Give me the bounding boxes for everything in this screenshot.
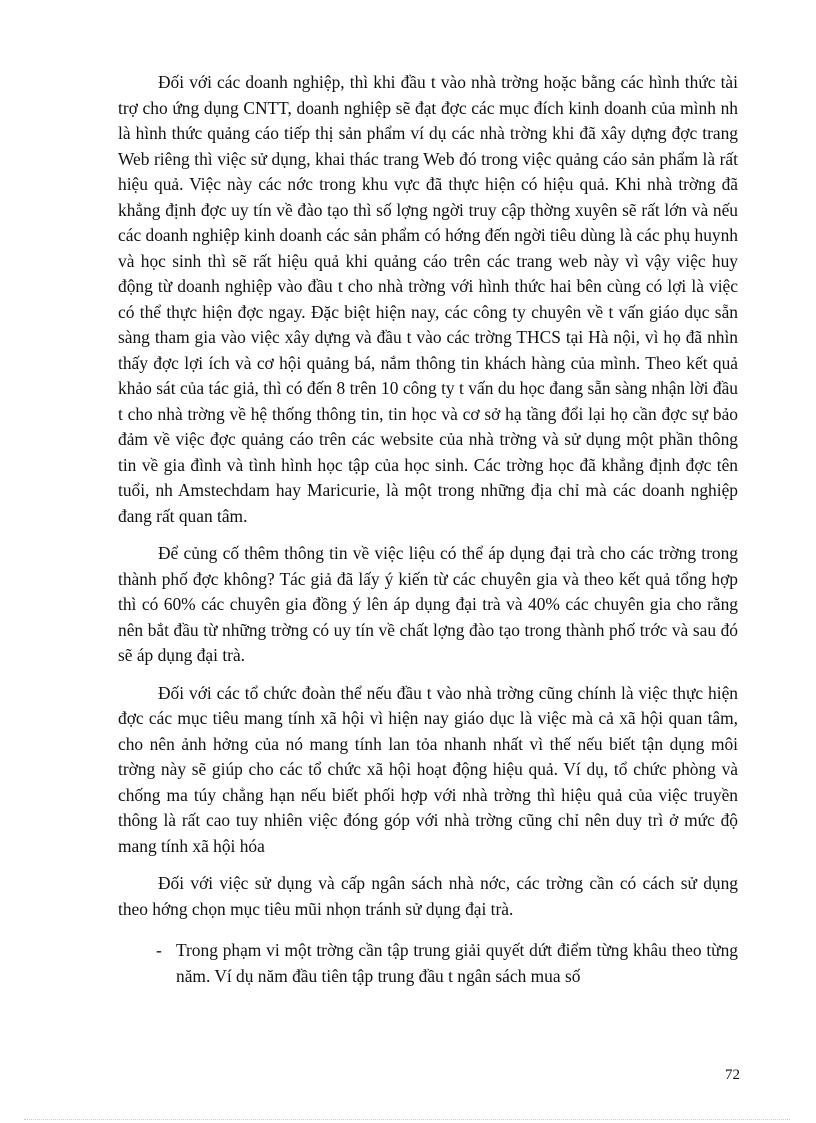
paragraph-business-investment: Đối với các doanh nghiệp, thì khi đầu t vào nhà trờng hoặc bằng các hình thức tài trợ cho ứng dụng CNTT, doanh nghiệp sẽ đạt đợc các mục đích kinh doanh của mình nh là hình thức quảng cáo tiếp thị sản phẩm ví dụ các nhà trờng khi đã xây dựng đợc trang Web riêng thì việc sử dụng, khai thác trang Web đó trong việc quảng cáo sản phẩm là rất hiệu quả. Việc này các nớc trong khu vực đã thực hiện có hiệu quả. Khi nhà trờng đã khẳng định đợc uy tín về đào tạo thì số lợng ngời truy cập thờng xuyên sẽ rất lớn và nếu các doanh nghiệp kinh doanh các sản phẩm có hớng đến ngời tiêu dùng là các phụ huynh và học sinh thì sẽ rất hiệu quả khi quảng cáo trên các trang web này vì vậy việc huy động từ doanh nghiệp vào đầu t cho nhà trờng với hình thức hai bên cùng có lợi là việc có thể thực hiện đợc ngay. Đặc biệt hiện nay, các công ty chuyên về t vấn giáo dục sẵn sàng tham gia vào việc xây dựng và đầu t vào các trờng THCS tại Hà nội, vì họ đã nhìn thấy đợc lợi ích và cơ hội quảng bá, nắm thông tin khách hàng của mình. Theo kết quả khảo sát của tác giả, thì có đến 8 trên 10 công ty t vấn du học đang sẵn sàng nhận lời đầu t cho nhà trờng về hệ thống thông tin, tin học và cơ sở hạ tầng đổi lại họ cần đợc sự bảo đảm về việc đợc quảng cáo trên các website của nhà trờng và sử dụng một phần thông tin về gia đình và tình hình học tập của học sinh. Các trờng học đã khẳng định đợc tên tuổi, nh Amstechdam hay Maricurie, là một trong những địa chỉ mà các doanh nghiệp đang rất quan tâm.: [118, 72, 738, 526]
page-number: 72: [725, 1067, 740, 1083]
paragraph-state-budget: Đối với việc sử dụng và cấp ngân sách nhà nớc, các trờng cần có cách sử dụng theo hớng chọn mục tiêu mũi nhọn tránh sử dụng đại trà.: [118, 873, 738, 919]
footer-divider: [24, 1119, 790, 1120]
paragraph-expert-survey: Để củng cố thêm thông tin về việc liệu có thể áp dụng đại trà cho các trờng trong thành phố đợc không? Tác giả đã lấy ý kiến từ các chuyên gia và theo kết quả tổng hợp thì có 60% các chuyên gia đồng ý lên áp dụng đại trà và 40% các chuyên gia cho rằng nên bắt đầu từ những trờng có uy tín về chất lợng đào tạo trong thành phố trớc và sau đó sẽ áp dụng đại trà.: [118, 543, 738, 665]
paragraph-social-organizations: Đối với các tổ chức đoàn thể nếu đầu t vào nhà trờng cũng chính là việc thực hiện đợc các mục tiêu mang tính xã hội vì hiện nay giáo dục là việc mà cả xã hội quan tâm, cho nên ảnh hởng của nó mang tính lan tỏa nhanh nhất vì thế nếu biết tận dụng môi trờng này sẽ giúp cho các tổ chức xã hội hoạt động hiệu quả. Ví dụ, tổ chức phòng và chống ma túy chẳng hạn nếu biết phối hợp với nhà trờng thì hiệu quả của việc truyền thông là rất cao tuy nhiên việc đóng góp với nhà trờng cũng chỉ nên duy trì ở mức độ mang tính xã hội hóa: [118, 682, 738, 856]
bullet-list-item: [118, 938, 738, 989]
bullet-text: Trong phạm vi một trờng cần tập trung giải quyết dứt điểm từng khâu theo từng năm. Ví dụ năm đầu tiên tập trung đầu t ngân sách mua số: [176, 940, 738, 986]
bullet-dash-icon: -: [156, 940, 162, 960]
body-text: [118, 70, 738, 989]
